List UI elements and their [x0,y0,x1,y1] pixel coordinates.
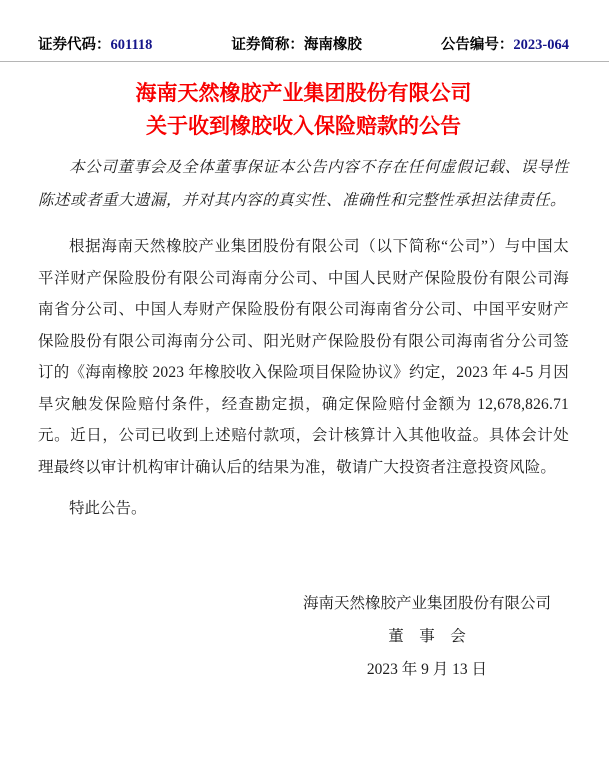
signature-block [303,587,551,686]
notice-number [441,36,569,54]
stock-name-label: 证券简称： [231,37,304,53]
stock-code-value: 601118 [110,37,153,53]
signature-date: 2023 年 9 月 13 日 [366,660,488,678]
signature-board: 董 事 会 [388,627,466,645]
signature-company: 海南天然橡胶产业集团股份有限公司 [302,594,551,612]
stock-name [231,36,362,54]
announcement-title: 关于收到橡胶收入保险赔款的公告 [146,115,461,138]
stock-name-value: 海南橡胶 [303,37,362,53]
closing-line: 特此公告。 [69,500,147,517]
company-title: 海南天然橡胶产业集团股份有限公司 [135,82,472,105]
notice-number-label: 公告编号： [440,37,514,53]
header-divider [0,61,609,62]
securities-header [38,36,569,54]
stock-code-label: 证券代码： [38,37,111,53]
board-disclaimer: 本公司董事会及全体董事保证本公告内容不存在任何虚假记载、误导性陈述或者重大遗漏，并对其内容的真实性、准确性和完整性承担法律责任。 [38,159,569,209]
announcement-body: 根据海南天然橡胶产业集团股份有限公司（以下简称“公司”）与中国太平洋财产保险股份有限公司海南分公司、中国人民财产保险股份有限公司海南省分公司、中国人寿财产保险股份有限公司海南省分公司、中国平安财产保险股份有限公司海南分公司、阳光财产保险股份有限公司海南省分公司签订的《海南橡胶 2023 年橡胶收入保险项目保险协议》约定，2023 年 4-5 月因旱灾触发保险赔付条件，经查勘定损，确定保险赔付金额为 12,678,826.71 元。近日，公司已收到上述赔付款项，会计核算计入其他收益。具体会计处理最终以审计机构审计确认后的结果为准，敬请广大投资者注意投资风险。 [38,238,569,476]
notice-number-value: 2023-064 [513,37,569,53]
stock-code [38,36,152,54]
